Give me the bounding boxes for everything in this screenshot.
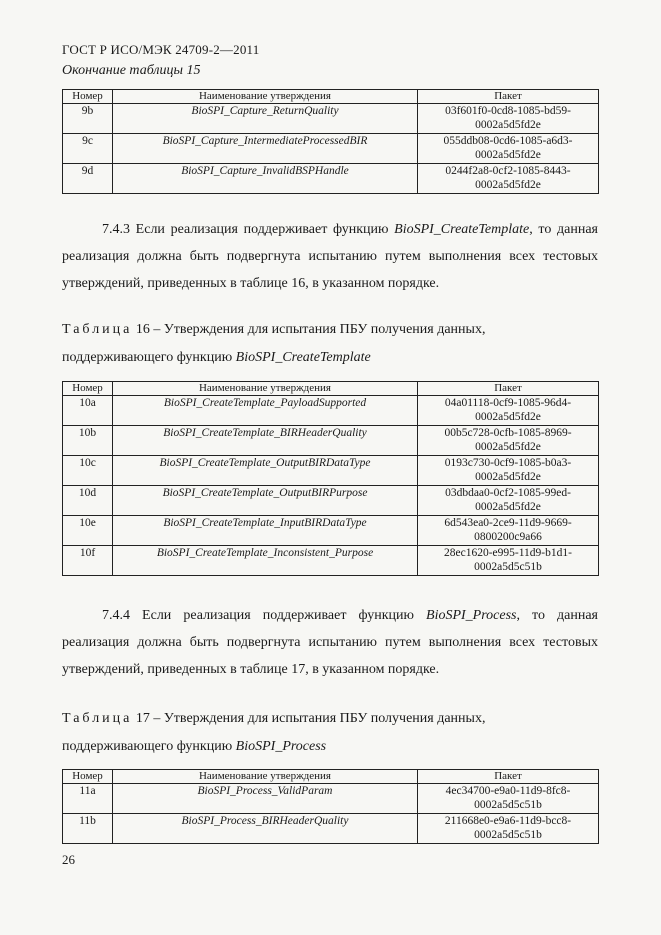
package-id-part2: 0002a5d5fd2e <box>475 441 541 453</box>
paragraph-7-4-4 <box>62 602 598 683</box>
function-name: BioSPI_CreateTemplate <box>235 350 371 365</box>
table-17 <box>62 769 599 844</box>
row-number: 10b <box>63 426 113 456</box>
assertion-name: BioSPI_Process_ValidParam <box>113 784 418 814</box>
assertion-name: BioSPI_Capture_InvalidBSPHandle <box>113 164 418 194</box>
table-header-row <box>63 90 599 104</box>
function-name: BioSPI_Process <box>426 608 517 623</box>
assertion-name: BioSPI_CreateTemplate_OutputBIRPurpose <box>113 486 418 516</box>
package-id-part1: 055ddb08-0cd6-1085-a6d3- <box>443 135 573 147</box>
para-text-after: , то данная реализация должна быть подвергнута испытанию путем выполнения всех тестовых утверждений, приведенных в таблице 16, в указанном порядке. <box>62 222 598 291</box>
para-text-before: 7.4.3 Если реализация поддерживает функцию <box>102 222 395 237</box>
package-id-part2: 0002a5d5fd2e <box>475 471 541 483</box>
col-header-name: Наименование утверждения <box>113 90 418 104</box>
table17-caption <box>62 705 598 761</box>
package-id-part1: 211668e0-e9a6-11d9-bcc8- <box>444 815 572 827</box>
package-id <box>418 104 599 134</box>
package-id-part2: 0002a5d5fd2e <box>475 501 541 513</box>
function-name: BioSPI_CreateTemplate <box>394 222 530 237</box>
table-row <box>63 426 599 456</box>
caption-title: 17 – Утверждения для испытания ПБУ получения данных, <box>132 711 486 726</box>
package-id-part1: 0244f2a8-0cf2-1085-8443- <box>445 165 571 177</box>
package-id <box>418 486 599 516</box>
col-header-number: Номер <box>63 382 113 396</box>
package-id-part1: 03dbdaa0-0cf2-1085-99ed- <box>445 487 571 499</box>
col-header-name: Наименование утверждения <box>113 770 418 784</box>
package-id-part2: 0800200c9a66 <box>474 531 542 543</box>
package-id-part1: 00b5c728-0cfb-1085-8969- <box>444 427 572 439</box>
col-header-number: Номер <box>63 770 113 784</box>
row-number: 9c <box>63 134 113 164</box>
table-row <box>63 396 599 426</box>
package-id <box>418 456 599 486</box>
row-number: 9d <box>63 164 113 194</box>
paragraph-7-4-3 <box>62 216 598 297</box>
package-id <box>418 784 599 814</box>
table-15 <box>62 89 599 194</box>
col-header-package: Пакет <box>418 90 599 104</box>
package-id-part1: 4ec34700-e9a0-11d9-8fc8- <box>445 785 571 797</box>
assertion-name: BioSPI_CreateTemplate_BIRHeaderQuality <box>113 426 418 456</box>
col-header-number: Номер <box>63 90 113 104</box>
package-id-part1: 0193c730-0cf9-1085-b0a3- <box>444 457 572 469</box>
package-id <box>418 814 599 844</box>
row-number: 9b <box>63 104 113 134</box>
para-text-after: , то данная реализация должна быть подвергнута испытанию путем выполнения всех тестовых утверждений, приведенных в таблице 17, в указанном порядке. <box>62 608 598 677</box>
package-id-part2: 0002a5d5c51b <box>474 829 542 841</box>
package-id-part1: 04a01118-0cf9-1085-96d4- <box>444 397 572 409</box>
table-row <box>63 784 599 814</box>
table-row <box>63 516 599 546</box>
assertion-name: BioSPI_Process_BIRHeaderQuality <box>113 814 418 844</box>
row-number: 10e <box>63 516 113 546</box>
package-id-part1: 03f601f0-0cd8-1085-bd59- <box>445 105 571 117</box>
assertion-name: BioSPI_Capture_ReturnQuality <box>113 104 418 134</box>
package-id-part2: 0002a5d5c51b <box>474 799 542 811</box>
row-number: 11b <box>63 814 113 844</box>
caption-title-cont: поддерживающего функцию <box>62 350 236 365</box>
row-number: 10a <box>63 396 113 426</box>
package-id <box>418 396 599 426</box>
col-header-package: Пакет <box>418 770 599 784</box>
assertion-name: BioSPI_Capture_IntermediateProcessedBIR <box>113 134 418 164</box>
package-id-part2: 0002a5d5fd2e <box>475 149 541 161</box>
para-text-before: 7.4.4 Если реализация поддерживает функцию <box>102 608 427 623</box>
package-id <box>418 134 599 164</box>
package-id <box>418 546 599 576</box>
col-header-package: Пакет <box>418 382 599 396</box>
row-number: 10f <box>63 546 113 576</box>
package-id-part1: 6d543ea0-2ce9-11d9-9669- <box>444 517 572 529</box>
table-header-row <box>63 382 599 396</box>
package-id <box>418 164 599 194</box>
col-header-name: Наименование утверждения <box>113 382 418 396</box>
row-number: 10c <box>63 456 113 486</box>
table-header-row <box>63 770 599 784</box>
standard-header: ГОСТ Р ИСО/МЭК 24709-2—2011 <box>62 42 260 57</box>
package-id <box>418 426 599 456</box>
table-row <box>63 546 599 576</box>
assertion-name: BioSPI_CreateTemplate_PayloadSupported <box>113 396 418 426</box>
row-number: 10d <box>63 486 113 516</box>
page-number: 26 <box>62 852 75 867</box>
table-row <box>63 104 599 134</box>
package-id-part2: 0002a5d5fd2e <box>475 179 541 191</box>
package-id-part2: 0002a5d5fd2e <box>475 411 541 423</box>
table16-caption <box>62 316 598 372</box>
table-row <box>63 486 599 516</box>
table-row <box>63 814 599 844</box>
table-row <box>63 134 599 164</box>
assertion-name: BioSPI_CreateTemplate_InputBIRDataType <box>113 516 418 546</box>
caption-label: Таблица <box>62 711 133 726</box>
package-id-part2: 0002a5d5c51b <box>474 561 542 573</box>
caption-label: Таблица <box>62 322 133 337</box>
package-id-part1: 28ec1620-e995-11d9-b1d1- <box>444 547 572 559</box>
caption-title: 16 – Утверждения для испытания ПБУ получения данных, <box>132 322 486 337</box>
package-id <box>418 516 599 546</box>
row-number: 11a <box>63 784 113 814</box>
assertion-name: BioSPI_CreateTemplate_Inconsistent_Purpose <box>113 546 418 576</box>
function-name: BioSPI_Process <box>235 739 327 754</box>
table-row <box>63 164 599 194</box>
assertion-name: BioSPI_CreateTemplate_OutputBIRDataType <box>113 456 418 486</box>
table-row <box>63 456 599 486</box>
table-16 <box>62 381 599 576</box>
package-id-part2: 0002a5d5fd2e <box>475 119 541 131</box>
caption-title-cont: поддерживающего функцию <box>62 739 236 754</box>
table15-continuation-caption: Окончание таблицы 15 <box>62 63 201 78</box>
